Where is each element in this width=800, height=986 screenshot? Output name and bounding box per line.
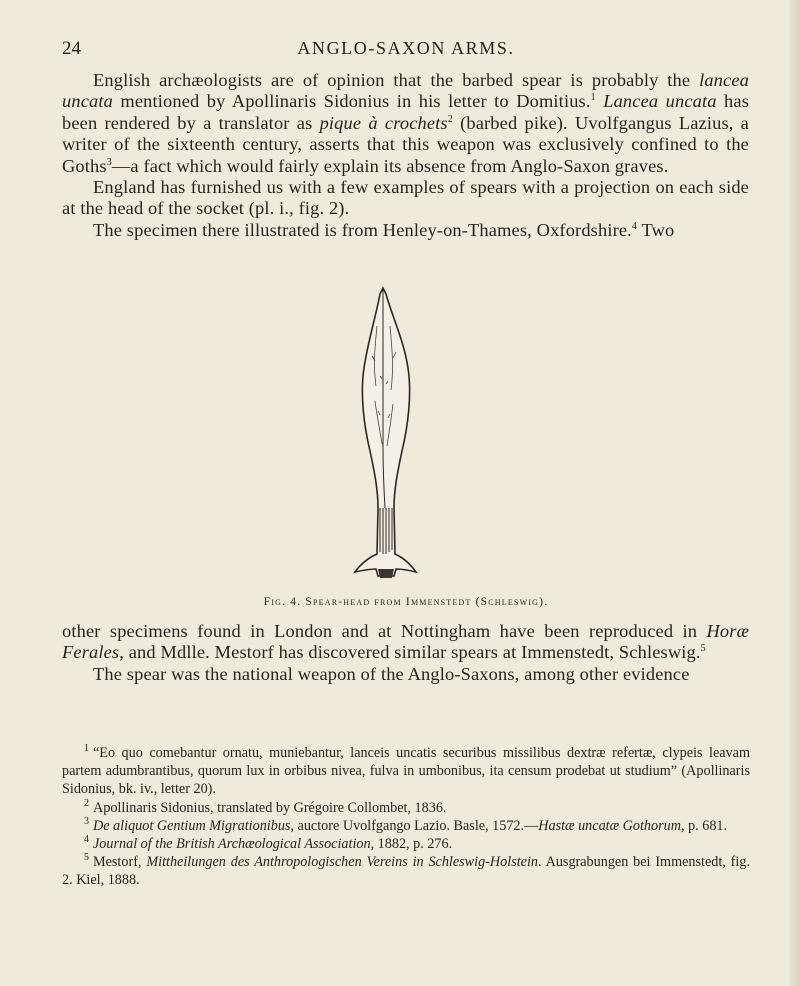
- paragraph-barbed-spear: English archæologists are of opinion that the barbed spear is probably the lancea uncata mentioned by Apollinaris Sidonius in his letter to Domitius.$^1$ Lancea uncata has been rendered by a translator as pique à crochets$^2$ (barbed pike). Uvolfgangus Lazius, a writer of the sixteenth century, asserts that this weapon was exclusively confined to the Goths$^3$—a fact which would fairly explain its absence from Anglo-Saxon graves.: [62, 70, 749, 176]
- footnote-ref-4: 4: [631, 220, 638, 232]
- page-edge: [790, 0, 800, 986]
- spear-head-illustration: [320, 286, 480, 586]
- figure-caption: Fig. 4. Spear-head from Immenstedt (Schleswig).: [263, 596, 549, 608]
- paragraph-national-weapon: The spear was the national weapon of the Anglo-Saxons, among other evidence: [93, 663, 690, 684]
- body-text-bottom: [62, 621, 749, 685]
- footnotes: [62, 744, 750, 890]
- running-title: ANGLO-SAXON ARMS.: [297, 38, 515, 58]
- paragraph-england-examples: England has furnished us with a few examples of spears with a projection on each side at the head of the socket (pl. i., fig. 2).: [62, 177, 749, 219]
- footnote-4: $^4$ Journal of the British Archæological Association, 1882, p. 276.: [84, 834, 453, 853]
- running-head: [62, 38, 750, 62]
- footnote-3: $^3$ De aliquot Gentium Migrationibus, auctore Uvolfgango Lazio. Basle, 1572.—Hastæ uncatæ Gothorum, p. 681.: [84, 816, 728, 834]
- footnote-ref-3: 3: [106, 156, 112, 168]
- footnote-ref-2: 2: [447, 113, 453, 125]
- paragraph-other-specimens: other specimens found in London and at Nottingham have been reproduced in Horæ Ferales, and Mdlle. Mestorf has discovered similar spears at Immenstedt, Schleswig.$^5$: [62, 621, 749, 663]
- footnote-ref-5: 5: [700, 643, 706, 655]
- spear-head-figure: [320, 286, 480, 586]
- footnote-5: $^5$ Mestorf, Mittheilungen des Anthropologischen Vereins in Schleswig-Holstein. Ausgrabungen bei Immenstedt, fig. 2. Kiel, 1888.: [62, 852, 750, 889]
- page-number: 24: [62, 38, 81, 59]
- paragraph-henley-specimen: The specimen there illustrated is from Henley-on-Thames, Oxfordshire.$^4$ Two: [93, 219, 675, 240]
- body-text-top: [62, 70, 749, 241]
- footnote-2: $^2$ Apollinaris Sidonius, translated by Grégoire Collombet, 1836.: [84, 797, 447, 816]
- footnote-ref-1: 1: [590, 92, 596, 104]
- footnote-1: $^1$ “Eo quo comebantur ornatu, muniebantur, lanceis uncatis securibus missilibus dextræ refertæ, clypeis leavam partem adumbrantibus, quorum lux in orbibus nivea, fulva in umbonibus, ita censum prodebat ut studium” (Apollinaris Sidonius, bk. iv., letter 20).: [62, 743, 750, 798]
